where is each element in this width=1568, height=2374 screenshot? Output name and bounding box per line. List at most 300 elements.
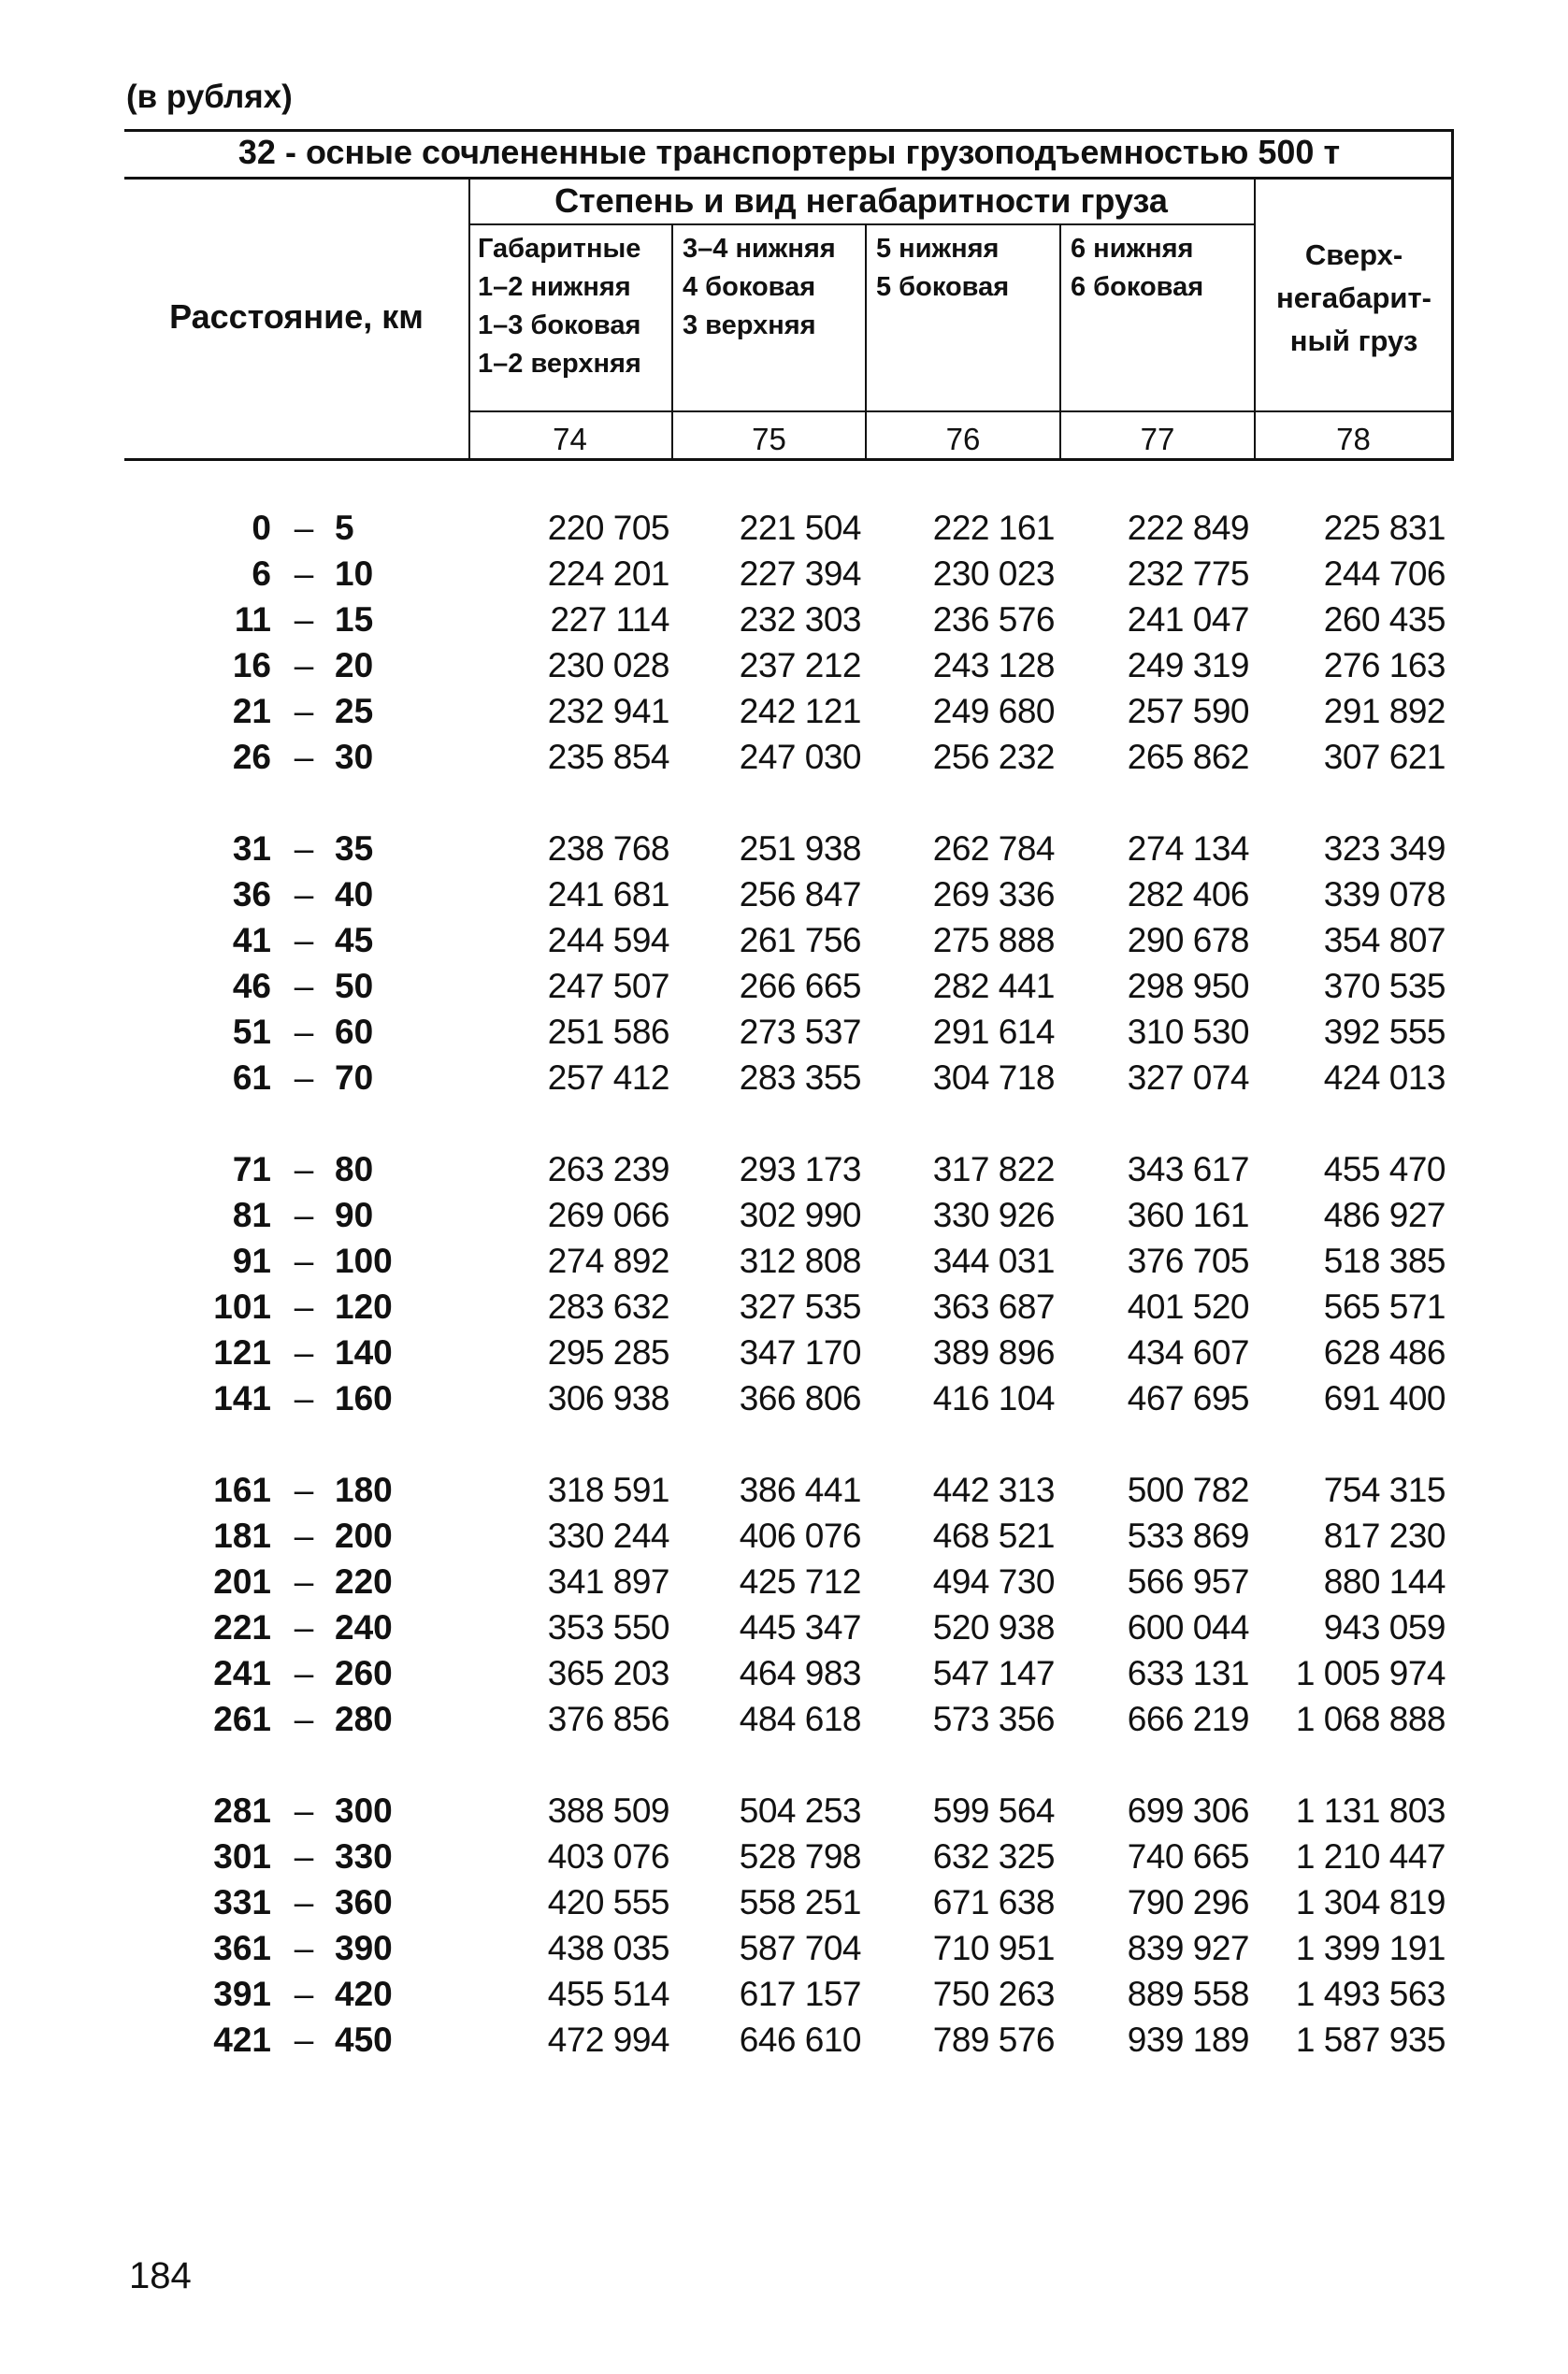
price-cell: 520 938 bbox=[932, 1608, 1055, 1647]
price-cell: 235 854 bbox=[547, 738, 669, 776]
price-cell: 750 263 bbox=[932, 1975, 1055, 2013]
units-caption: (в рублях) bbox=[126, 79, 293, 115]
price-cell: 547 147 bbox=[932, 1654, 1055, 1692]
price-cell: 269 066 bbox=[547, 1196, 669, 1234]
price-cell: 1 399 191 bbox=[1295, 1929, 1446, 1967]
distance-to: 300 bbox=[335, 1791, 393, 1830]
price-cell: 257 590 bbox=[1127, 692, 1249, 730]
price-cell: 363 687 bbox=[932, 1288, 1055, 1326]
range-dash: – bbox=[294, 967, 314, 1005]
price-cell: 269 336 bbox=[932, 875, 1055, 914]
price-cell: 257 412 bbox=[547, 1058, 669, 1097]
price-cell: 251 586 bbox=[547, 1013, 669, 1051]
price-cell: 220 705 bbox=[547, 509, 669, 547]
price-cell: 256 232 bbox=[932, 738, 1055, 776]
price-cell: 293 173 bbox=[739, 1150, 861, 1188]
price-cell: 242 121 bbox=[739, 692, 861, 730]
price-cell: 376 856 bbox=[547, 1700, 669, 1738]
distance-from: 121 bbox=[213, 1333, 271, 1372]
price-cell: 304 718 bbox=[932, 1058, 1055, 1097]
table-row bbox=[0, 1192, 1568, 1238]
table-row bbox=[0, 1788, 1568, 1834]
price-cell: 307 621 bbox=[1323, 738, 1446, 776]
distance-to: 30 bbox=[335, 738, 374, 776]
distance-to: 120 bbox=[335, 1288, 393, 1326]
distance-from: 36 bbox=[232, 875, 271, 914]
price-cell: 238 768 bbox=[547, 829, 669, 868]
price-cell: 241 681 bbox=[547, 875, 669, 914]
distance-from: 41 bbox=[232, 921, 271, 959]
price-cell: 251 938 bbox=[739, 829, 861, 868]
price-cell: 227 394 bbox=[739, 554, 861, 593]
price-cell: 599 564 bbox=[932, 1791, 1055, 1830]
price-cell: 494 730 bbox=[932, 1562, 1055, 1601]
distance-from: 241 bbox=[213, 1654, 271, 1692]
distance-to: 140 bbox=[335, 1333, 393, 1372]
distance-from: 91 bbox=[232, 1242, 271, 1280]
column-number: 77 bbox=[1140, 422, 1175, 456]
price-cell: 691 400 bbox=[1323, 1379, 1446, 1417]
price-cell: 330 926 bbox=[932, 1196, 1055, 1234]
distance-from: 0 bbox=[252, 509, 271, 547]
price-cell: 343 617 bbox=[1127, 1150, 1249, 1188]
price-cell: 790 296 bbox=[1127, 1883, 1249, 1921]
price-cell: 291 614 bbox=[932, 1013, 1055, 1051]
subheader-line: Сверх- bbox=[1304, 238, 1403, 271]
distance-from: 221 bbox=[213, 1608, 271, 1647]
price-cell: 699 306 bbox=[1127, 1791, 1249, 1830]
table-row bbox=[0, 1925, 1568, 1971]
price-cell: 247 030 bbox=[739, 738, 861, 776]
price-cell: 344 031 bbox=[932, 1242, 1055, 1280]
price-cell: 274 134 bbox=[1127, 829, 1249, 868]
distance-to: 280 bbox=[335, 1700, 393, 1738]
subheader-line: негабарит- bbox=[1275, 281, 1431, 314]
column-number: 78 bbox=[1336, 422, 1371, 456]
price-cell: 244 594 bbox=[547, 921, 669, 959]
subheader-line: ный груз bbox=[1289, 324, 1418, 357]
range-dash: – bbox=[294, 921, 314, 959]
price-cell: 370 535 bbox=[1323, 967, 1446, 1005]
price-cell: 276 163 bbox=[1323, 646, 1446, 684]
price-cell: 468 521 bbox=[932, 1517, 1055, 1555]
price-cell: 244 706 bbox=[1323, 554, 1446, 593]
price-cell: 339 078 bbox=[1323, 875, 1446, 914]
distance-from: 31 bbox=[232, 829, 271, 868]
distance-from: 361 bbox=[213, 1929, 271, 1967]
table-row bbox=[0, 1879, 1568, 1925]
price-cell: 232 941 bbox=[547, 692, 669, 730]
subheader-col-74 bbox=[468, 230, 671, 383]
distance-to: 360 bbox=[335, 1883, 393, 1921]
price-cell: 839 927 bbox=[1127, 1929, 1249, 1967]
subheader-col-75 bbox=[673, 230, 865, 345]
price-cell: 1 068 888 bbox=[1295, 1700, 1446, 1738]
price-cell: 558 251 bbox=[739, 1883, 861, 1921]
price-cell: 323 349 bbox=[1323, 829, 1446, 868]
price-cell: 225 831 bbox=[1323, 509, 1446, 547]
range-dash: – bbox=[294, 1013, 314, 1051]
price-cell: 1 210 447 bbox=[1295, 1837, 1446, 1876]
table-row bbox=[0, 1055, 1568, 1101]
price-cell: 249 680 bbox=[932, 692, 1055, 730]
distance-to: 5 bbox=[335, 509, 354, 547]
price-cell: 327 074 bbox=[1127, 1058, 1249, 1097]
price-cell: 754 315 bbox=[1323, 1471, 1446, 1509]
table-row bbox=[0, 917, 1568, 963]
price-cell: 366 806 bbox=[739, 1379, 861, 1417]
table-row bbox=[0, 597, 1568, 642]
table-row bbox=[0, 1559, 1568, 1604]
distance-to: 450 bbox=[335, 2021, 393, 2059]
price-cell: 628 486 bbox=[1323, 1333, 1446, 1372]
distance-to: 35 bbox=[335, 829, 374, 868]
distance-from: 11 bbox=[234, 600, 271, 639]
range-dash: – bbox=[294, 1883, 314, 1921]
degree-label: Степень и вид негабаритности груза bbox=[554, 181, 1168, 220]
subheader-line: 3 верхняя bbox=[683, 310, 816, 340]
price-cell: 295 285 bbox=[547, 1333, 669, 1372]
price-cell: 232 775 bbox=[1127, 554, 1249, 593]
table-header bbox=[124, 129, 1454, 461]
distance-to: 200 bbox=[335, 1517, 393, 1555]
price-cell: 666 219 bbox=[1127, 1700, 1249, 1738]
price-cell: 504 253 bbox=[739, 1791, 861, 1830]
distance-to: 240 bbox=[335, 1608, 393, 1647]
price-cell: 388 509 bbox=[547, 1791, 669, 1830]
subheader-line: 6 нижняя bbox=[1071, 234, 1194, 264]
page-number: 184 bbox=[129, 2255, 192, 2296]
price-cell: 353 550 bbox=[547, 1608, 669, 1647]
table-row bbox=[0, 1009, 1568, 1055]
price-cell: 237 212 bbox=[739, 646, 861, 684]
distance-to: 220 bbox=[335, 1562, 393, 1601]
price-cell: 290 678 bbox=[1127, 921, 1249, 959]
price-cell: 633 131 bbox=[1127, 1654, 1249, 1692]
range-dash: – bbox=[294, 1791, 314, 1830]
price-cell: 283 632 bbox=[547, 1288, 669, 1326]
price-cell: 789 576 bbox=[932, 2021, 1055, 2059]
range-dash: – bbox=[294, 1471, 314, 1509]
range-dash: – bbox=[294, 1196, 314, 1234]
range-dash: – bbox=[294, 2021, 314, 2059]
price-cell: 500 782 bbox=[1127, 1471, 1249, 1509]
price-cell: 302 990 bbox=[739, 1196, 861, 1234]
table-row bbox=[0, 1834, 1568, 1879]
table-row bbox=[0, 1650, 1568, 1696]
distance-to: 260 bbox=[335, 1654, 393, 1692]
table-row bbox=[0, 826, 1568, 871]
distance-from: 331 bbox=[213, 1883, 271, 1921]
distance-from: 181 bbox=[213, 1517, 271, 1555]
price-cell: 224 201 bbox=[547, 554, 669, 593]
range-dash: – bbox=[294, 1975, 314, 2013]
distance-to: 20 bbox=[335, 646, 374, 684]
price-cell: 528 798 bbox=[739, 1837, 861, 1876]
table-row bbox=[0, 2017, 1568, 2063]
price-cell: 518 385 bbox=[1323, 1242, 1446, 1280]
table-row bbox=[0, 1330, 1568, 1375]
price-cell: 617 157 bbox=[739, 1975, 861, 2013]
distance-from: 391 bbox=[213, 1975, 271, 2013]
range-dash: – bbox=[294, 1242, 314, 1280]
price-cell: 262 784 bbox=[932, 829, 1055, 868]
range-dash: – bbox=[294, 600, 314, 639]
price-cell: 1 131 803 bbox=[1295, 1791, 1446, 1830]
price-cell: 817 230 bbox=[1323, 1517, 1446, 1555]
subheader-line: 5 боковая bbox=[876, 272, 1010, 302]
price-cell: 1 005 974 bbox=[1295, 1654, 1446, 1692]
distance-to: 160 bbox=[335, 1379, 393, 1417]
price-cell: 291 892 bbox=[1323, 692, 1446, 730]
price-cell: 467 695 bbox=[1127, 1379, 1249, 1417]
price-cell: 403 076 bbox=[547, 1837, 669, 1876]
price-cell: 317 822 bbox=[932, 1150, 1055, 1188]
range-dash: – bbox=[294, 1700, 314, 1738]
distance-from: 301 bbox=[213, 1837, 271, 1876]
price-cell: 566 957 bbox=[1127, 1562, 1249, 1601]
price-cell: 600 044 bbox=[1127, 1608, 1249, 1647]
range-dash: – bbox=[294, 1562, 314, 1601]
price-cell: 486 927 bbox=[1323, 1196, 1446, 1234]
price-cell: 347 170 bbox=[739, 1333, 861, 1372]
subheader-line: 4 боковая bbox=[683, 272, 816, 302]
distance-from: 16 bbox=[232, 646, 271, 684]
table-row bbox=[0, 1467, 1568, 1513]
price-cell: 434 607 bbox=[1127, 1333, 1249, 1372]
price-cell: 880 144 bbox=[1323, 1562, 1446, 1601]
distance-from: 6 bbox=[252, 554, 271, 593]
distance-to: 50 bbox=[335, 967, 374, 1005]
price-cell: 710 951 bbox=[932, 1929, 1055, 1967]
distance-from: 61 bbox=[232, 1058, 271, 1097]
distance-to: 25 bbox=[335, 692, 374, 730]
price-cell: 565 571 bbox=[1323, 1288, 1446, 1326]
price-cell: 671 638 bbox=[932, 1883, 1055, 1921]
price-cell: 889 558 bbox=[1127, 1975, 1249, 2013]
distance-from: 26 bbox=[232, 738, 271, 776]
subheader-line: 3–4 нижняя bbox=[683, 234, 836, 264]
price-cell: 312 808 bbox=[739, 1242, 861, 1280]
table-row bbox=[0, 505, 1568, 551]
distance-to: 45 bbox=[335, 921, 374, 959]
price-cell: 406 076 bbox=[739, 1517, 861, 1555]
distance-from: 101 bbox=[213, 1288, 271, 1326]
distance-to: 40 bbox=[335, 875, 374, 914]
table-row bbox=[0, 551, 1568, 597]
subheader-line: 6 боковая bbox=[1071, 272, 1204, 302]
distance-to: 80 bbox=[335, 1150, 374, 1188]
price-cell: 386 441 bbox=[739, 1471, 861, 1509]
table-row bbox=[0, 963, 1568, 1009]
distance-from: 21 bbox=[232, 692, 271, 730]
range-dash: – bbox=[294, 875, 314, 914]
price-cell: 274 892 bbox=[547, 1242, 669, 1280]
price-cell: 330 244 bbox=[547, 1517, 669, 1555]
price-cell: 425 712 bbox=[739, 1562, 861, 1601]
distance-from: 281 bbox=[213, 1791, 271, 1830]
price-cell: 376 705 bbox=[1127, 1242, 1249, 1280]
price-cell: 222 161 bbox=[932, 509, 1055, 547]
range-dash: – bbox=[294, 1517, 314, 1555]
price-cell: 306 938 bbox=[547, 1379, 669, 1417]
subheader-line: 1–2 нижняя bbox=[478, 272, 631, 302]
price-cell: 484 618 bbox=[739, 1700, 861, 1738]
price-cell: 256 847 bbox=[739, 875, 861, 914]
range-dash: – bbox=[294, 1837, 314, 1876]
range-dash: – bbox=[294, 1333, 314, 1372]
distance-label: Расстояние, км bbox=[169, 297, 424, 336]
range-dash: – bbox=[294, 1058, 314, 1097]
price-cell: 392 555 bbox=[1323, 1013, 1446, 1051]
distance-to: 330 bbox=[335, 1837, 393, 1876]
price-cell: 1 493 563 bbox=[1295, 1975, 1446, 2013]
range-dash: – bbox=[294, 829, 314, 868]
distance-to: 100 bbox=[335, 1242, 393, 1280]
price-cell: 232 303 bbox=[739, 600, 861, 639]
table-row bbox=[0, 1513, 1568, 1559]
range-dash: – bbox=[294, 1654, 314, 1692]
distance-to: 90 bbox=[335, 1196, 374, 1234]
price-cell: 389 896 bbox=[932, 1333, 1055, 1372]
distance-from: 201 bbox=[213, 1562, 271, 1601]
range-dash: – bbox=[294, 1929, 314, 1967]
range-dash: – bbox=[294, 1288, 314, 1326]
price-cell: 282 406 bbox=[1127, 875, 1249, 914]
price-cell: 646 610 bbox=[739, 2021, 861, 2059]
price-cell: 243 128 bbox=[932, 646, 1055, 684]
price-cell: 222 849 bbox=[1127, 509, 1249, 547]
price-cell: 464 983 bbox=[739, 1654, 861, 1692]
range-dash: – bbox=[294, 1608, 314, 1647]
table-row bbox=[0, 1971, 1568, 2017]
price-cell: 472 994 bbox=[547, 2021, 669, 2059]
range-dash: – bbox=[294, 1150, 314, 1188]
price-cell: 533 869 bbox=[1127, 1517, 1249, 1555]
distance-to: 390 bbox=[335, 1929, 393, 1967]
column-number: 74 bbox=[553, 422, 587, 456]
subheader-line: Габаритные bbox=[478, 234, 641, 264]
range-dash: – bbox=[294, 554, 314, 593]
range-dash: – bbox=[294, 738, 314, 776]
column-number: 76 bbox=[945, 422, 981, 456]
table-row bbox=[0, 1604, 1568, 1650]
price-cell: 587 704 bbox=[739, 1929, 861, 1967]
price-cell: 275 888 bbox=[932, 921, 1055, 959]
price-cell: 273 537 bbox=[739, 1013, 861, 1051]
price-cell: 401 520 bbox=[1127, 1288, 1249, 1326]
price-cell: 573 356 bbox=[932, 1700, 1055, 1738]
price-cell: 424 013 bbox=[1323, 1058, 1446, 1097]
range-dash: – bbox=[294, 646, 314, 684]
distance-to: 420 bbox=[335, 1975, 393, 2013]
price-cell: 298 950 bbox=[1127, 967, 1249, 1005]
price-cell: 247 507 bbox=[547, 967, 669, 1005]
distance-to: 70 bbox=[335, 1058, 374, 1097]
price-cell: 455 470 bbox=[1323, 1150, 1446, 1188]
price-cell: 249 319 bbox=[1127, 646, 1249, 684]
subheader-line: 1–2 верхняя bbox=[478, 349, 641, 379]
distance-from: 46 bbox=[232, 967, 271, 1005]
subheader-line: 1–3 боковая bbox=[478, 310, 641, 340]
price-cell: 445 347 bbox=[739, 1608, 861, 1647]
price-cell: 310 530 bbox=[1127, 1013, 1249, 1051]
subheader-col-78 bbox=[1254, 234, 1454, 363]
distance-from: 81 bbox=[232, 1196, 271, 1234]
distance-to: 10 bbox=[335, 554, 374, 593]
price-cell: 241 047 bbox=[1127, 600, 1249, 639]
column-number: 75 bbox=[752, 422, 786, 456]
subheader-bottom-rule bbox=[468, 410, 1454, 412]
distance-from: 71 bbox=[232, 1150, 271, 1188]
price-cell: 939 189 bbox=[1127, 2021, 1249, 2059]
distance-to: 180 bbox=[335, 1471, 393, 1509]
distance-to: 60 bbox=[335, 1013, 374, 1051]
price-cell: 221 504 bbox=[739, 509, 861, 547]
distance-from: 161 bbox=[213, 1471, 271, 1509]
price-cell: 318 591 bbox=[547, 1471, 669, 1509]
price-cell: 416 104 bbox=[932, 1379, 1055, 1417]
price-cell: 442 313 bbox=[932, 1471, 1055, 1509]
price-cell: 1 304 819 bbox=[1295, 1883, 1446, 1921]
price-cell: 261 756 bbox=[739, 921, 861, 959]
price-cell: 341 897 bbox=[547, 1562, 669, 1601]
price-cell: 230 023 bbox=[932, 554, 1055, 593]
price-cell: 327 535 bbox=[739, 1288, 861, 1326]
range-dash: – bbox=[294, 509, 314, 547]
table-row bbox=[0, 642, 1568, 688]
subheader-col-77 bbox=[1061, 230, 1254, 307]
price-cell: 282 441 bbox=[932, 967, 1055, 1005]
price-cell: 365 203 bbox=[547, 1654, 669, 1692]
table-row bbox=[0, 1238, 1568, 1284]
table-row bbox=[0, 1146, 1568, 1192]
table-row bbox=[0, 1284, 1568, 1330]
table-row bbox=[0, 688, 1568, 734]
distance-from: 141 bbox=[213, 1379, 271, 1417]
table-row bbox=[0, 734, 1568, 780]
table-row bbox=[0, 1696, 1568, 1742]
range-dash: – bbox=[294, 692, 314, 730]
price-cell: 236 576 bbox=[932, 600, 1055, 639]
price-cell: 230 028 bbox=[547, 646, 669, 684]
price-cell: 265 862 bbox=[1127, 738, 1249, 776]
distance-from: 261 bbox=[213, 1700, 271, 1738]
price-cell: 354 807 bbox=[1323, 921, 1446, 959]
price-cell: 283 355 bbox=[739, 1058, 861, 1097]
distance-from: 421 bbox=[213, 2021, 271, 2059]
price-cell: 360 161 bbox=[1127, 1196, 1249, 1234]
range-dash: – bbox=[294, 1379, 314, 1417]
price-cell: 263 239 bbox=[547, 1150, 669, 1188]
price-cell: 227 114 bbox=[550, 600, 669, 639]
price-cell: 943 059 bbox=[1323, 1608, 1446, 1647]
price-cell: 260 435 bbox=[1323, 600, 1446, 639]
price-cell: 632 325 bbox=[932, 1837, 1055, 1876]
table-title: 32 - осные сочлененные транспортеры грузоподъемностью 500 т bbox=[237, 133, 1341, 171]
price-cell: 740 665 bbox=[1127, 1837, 1249, 1876]
subheader-col-76 bbox=[867, 230, 1059, 307]
subheader-line: 5 нижняя bbox=[876, 234, 1000, 264]
table-row bbox=[0, 1375, 1568, 1421]
distance-from: 51 bbox=[232, 1013, 271, 1051]
price-cell: 455 514 bbox=[547, 1975, 669, 2013]
price-cell: 1 587 935 bbox=[1295, 2021, 1446, 2059]
table-row bbox=[0, 871, 1568, 917]
price-cell: 266 665 bbox=[739, 967, 861, 1005]
price-cell: 438 035 bbox=[547, 1929, 669, 1967]
price-cell: 420 555 bbox=[547, 1883, 669, 1921]
